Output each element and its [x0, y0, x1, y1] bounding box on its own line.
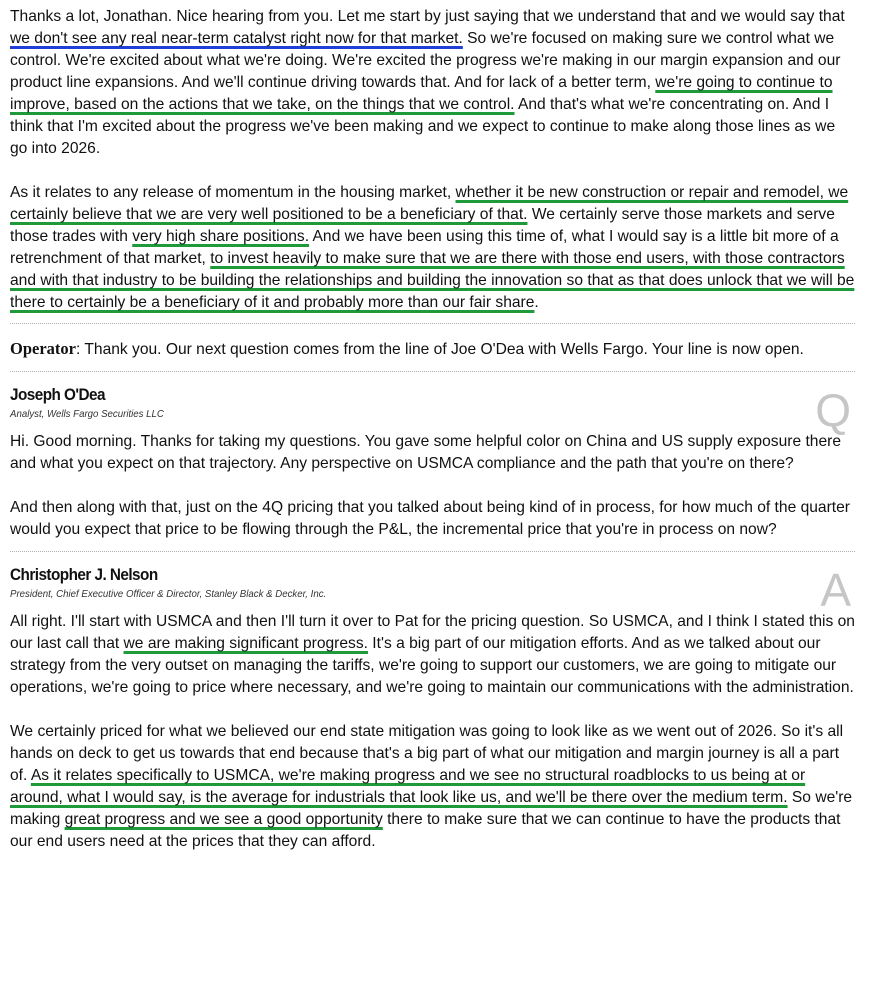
highlight-green: we are making significant progress.	[123, 635, 368, 652]
highlight-green: great progress and we see a good opportunity	[64, 811, 383, 828]
answer-paragraph-1: Thanks a lot, Jonathan. Nice hearing from you. Let me start by just saying that we understand that and we would say that we don't see any real near-term catalyst right now for that market. So we're focused on making sure we control what we control. We're excited about what we're doing. We're excited the progress we're making in our margin expansion and our product line expansions. And we'll continue driving towards that. And for lack of a better term, we're going to continue to improve, based on the actions that we take, on the things that we control. And that's what we're concentrating on. And I think that I'm excited about the progress we've been making and we expect to continue to make along those lines as we go into 2026.	[10, 8, 845, 157]
question-paragraph-1: Hi. Good morning. Thanks for taking my questions. You gave some helpful color on China and US supply exposure there and what you expect on that trajectory. Any perspective on USMCA compliance and the path that you're on there?	[10, 433, 841, 472]
answer-speaker-header	[10, 561, 855, 616]
highlight-green: whether it be new construction or repair and remodel, we certainly believe that we are very well positioned to be a beneficiary of that.	[10, 184, 849, 223]
question-paragraph-2: And then along with that, just on the 4Q pricing that you talked about being kind of in process, for how much of the quarter would you expect that price to be flowing through the P&L, the incremental price that you're in process on now?	[10, 499, 850, 538]
question-speaker-header	[10, 381, 855, 436]
answer-paragraph-4: We certainly priced for what we believed our end state mitigation was going to look like as we went out of 2026. So it's all hands on deck to get us towards that end because that's a big part of what our mitigation and margin journey is all a part of. As it relates specifically to USMCA, we're making progress and we see no structural roadblocks to us being at or around, what I would say, is the average for industrials that look like us, and we'll be there over the medium term. So we're making great progress and we see a good opportunity there to make sure that we can continue to have the products that our end users need at the prices that they can afford.	[10, 723, 853, 850]
question-marker: Q	[815, 384, 851, 436]
answer-paragraph-3: All right. I'll start with USMCA and then I'll turn it over to Pat for the pricing question. So USMCA, and I think I stated this on our last call that we are making significant progress. It's a big part of our mitigation efforts. And as we talked about our strategy from the very outset on managing the tariffs, we're going to support our customers, we are going to mitigate our operations, we're going to price where necessary, and we're going to maintain our communications with the administration.	[10, 613, 855, 696]
highlight-green: very high share positions.	[132, 228, 310, 245]
highlight-blue: we don't see any real near-term catalyst right now for that market.	[10, 30, 463, 47]
section-divider	[10, 551, 855, 552]
section-divider	[10, 323, 855, 324]
speaker-title: Analyst, Wells Fargo Securities LLC	[10, 408, 164, 420]
answer-marker: A	[820, 564, 851, 616]
transcript-page	[10, 0, 855, 853]
answer-paragraph-2: As it relates to any release of momentum in the housing market, whether it be new construction or repair and remodel, we certainly believe that we are very well positioned to be a beneficiary of that. We certainly serve those markets and serve those trades with very high share positions. And we have been using this time of, what I would say is a little bit more of a retrenchment of that market, to invest heavily to make sure that we are there with those end users, with those contractors and with that industry to be building the relationships and building the innovation so that as that does unlock that we will be there to certainly be a beneficiary of it and probably more than our fair share.	[10, 184, 855, 311]
speaker-title: President, Chief Executive Officer & Director, Stanley Black & Decker, Inc.	[10, 588, 327, 600]
operator-line: Operator: Thank you. Our next question comes from the line of Joe O'Dea with Wells Fargo. Your line is now open.	[10, 339, 804, 358]
highlight-green: to invest heavily to make sure that we are there with those end users, with those contractors and with that industry to be building the relationships and building the innovation so that as that does unlock that we will be there to certainly be a beneficiary of it and probably more than our fair share	[10, 250, 855, 311]
operator-label: Operator	[10, 339, 76, 358]
highlight-green: we're going to continue to improve, based on the actions that we take, on the things that we control.	[10, 74, 833, 113]
section-divider	[10, 371, 855, 372]
speaker-name: Joseph O'Dea	[10, 385, 105, 404]
speaker-name: Christopher J. Nelson	[10, 565, 158, 584]
highlight-green: As it relates specifically to USMCA, we're making progress and we see no structural roadblocks to us being at or around, what I would say, is the average for industrials that look like us, and we'll be there over the medium term.	[10, 767, 806, 806]
